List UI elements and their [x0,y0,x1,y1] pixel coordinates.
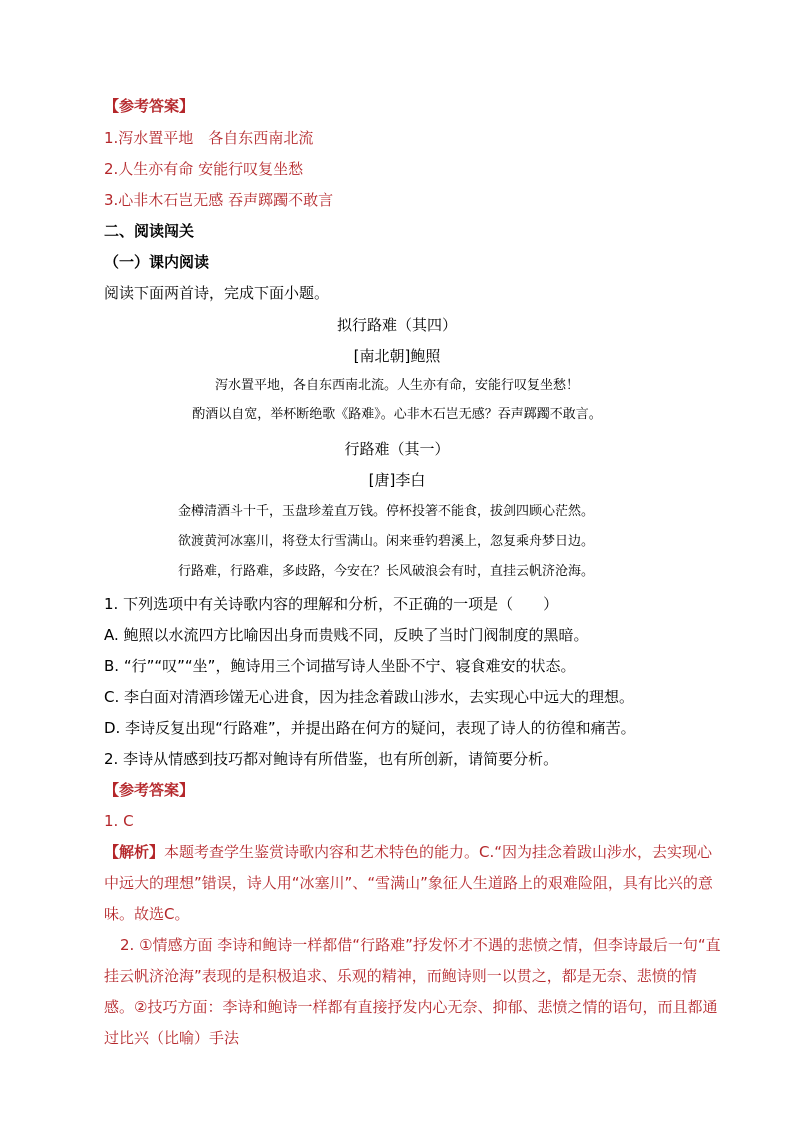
answer-item-3: 3.心非木石岂无感 吞声踯躅不敢言 [104,191,334,209]
poem2-line-3: 行路难，行路难，多歧路，今安在？长风破浪会有时，直挂云帆济沧海。 [178,564,595,579]
question2: 2. 李诗从情感到技巧都对鲍诗有所借鉴，也有所创新，请简要分析。 [104,750,559,768]
answer-item-2: 2.人生亦有命 安能行叹复坐愁 [104,160,304,178]
question1-stem: 1. 下列选项中有关诗歌内容的理解和分析，不正确的一项是（ ） [104,595,559,613]
poem1-title: 拟行路难（其四） [336,316,457,334]
question1-option-a: A. 鲍照以水流四方比喻因出身而贵贱不同，反映了当时门阀制度的黑暗。 [104,626,589,644]
poem1-line-1: 泻水置平地，各自东西南北流。人生亦有命，安能行叹复坐愁！ [214,378,579,393]
answer-1: 1. C [104,812,134,830]
poem2-line-2: 欲渡黄河冰塞川，将登太行雪满山。闲来垂钓碧溪上，忽复乘舟梦日边。 [178,534,595,549]
answer-heading-2: 【参考答案】 [104,781,195,799]
answer-2: 2. ①情感方面 李诗和鲍诗一样都借“行路难”抒发怀才不遇的悲愤之情，但李诗最后一句“直挂云帆济沧海”表现的是积极追求、乐观的精神，而鲍诗则一以贯之，都是无奈、悲愤的情感。②技巧方面：李诗和鲍诗一样都有直接抒发内心无奈、抑郁、悲愤之情的语句，而且都通过比兴（比喻）手法 [104,936,721,1047]
question1-option-c: C. 李白面对清酒珍馐无心进食，因为挂念着跋山涉水，去实现心中远大的理想。 [104,688,635,706]
question1-option-b: B. “行”“叹”“坐”，鲍诗用三个词描写诗人坐卧不宁、寝食难安的状态。 [104,657,576,675]
answer-item-1: 1.泻水置平地 各自东西南北流 [104,129,314,147]
poem2-title: 行路难（其一） [344,440,450,458]
question1-option-d: D. 李诗反复出现“行路难”，并提出路在何方的疑问，表现了诗人的彷徨和痛苦。 [104,719,636,737]
subsection-title: （一）课内阅读 [104,253,210,271]
analysis-label: 【解析】 [104,843,165,861]
poem2-author: [唐]李白 [368,471,426,489]
answer-heading-1: 【参考答案】 [104,97,195,115]
section-title: 二、阅读闯关 [104,222,195,240]
analysis-text: 本题考查学生鉴赏诗歌内容和艺术特色的能力。C.“因为挂念着跋山涉水，去实现心中远大的理想”错误，诗人用“冰塞川”、“雪满山”象征人生道路上的艰难险阻，具有比兴的意味。故选C。 [104,843,713,923]
poem2-line-1: 金樽清酒斗十千，玉盘珍羞直万钱。停杯投箸不能食，拔剑四顾心茫然。 [178,504,595,519]
analysis-paragraph [104,837,724,930]
poem1-author: [南北朝]鲍照 [353,347,441,365]
instruction: 阅读下面两首诗，完成下面小题。 [104,284,330,302]
poem1-line-2: 酌酒以自宽，举杯断绝歌《路难》。心非木石岂无感？吞声踯躅不敢言。 [192,407,602,422]
